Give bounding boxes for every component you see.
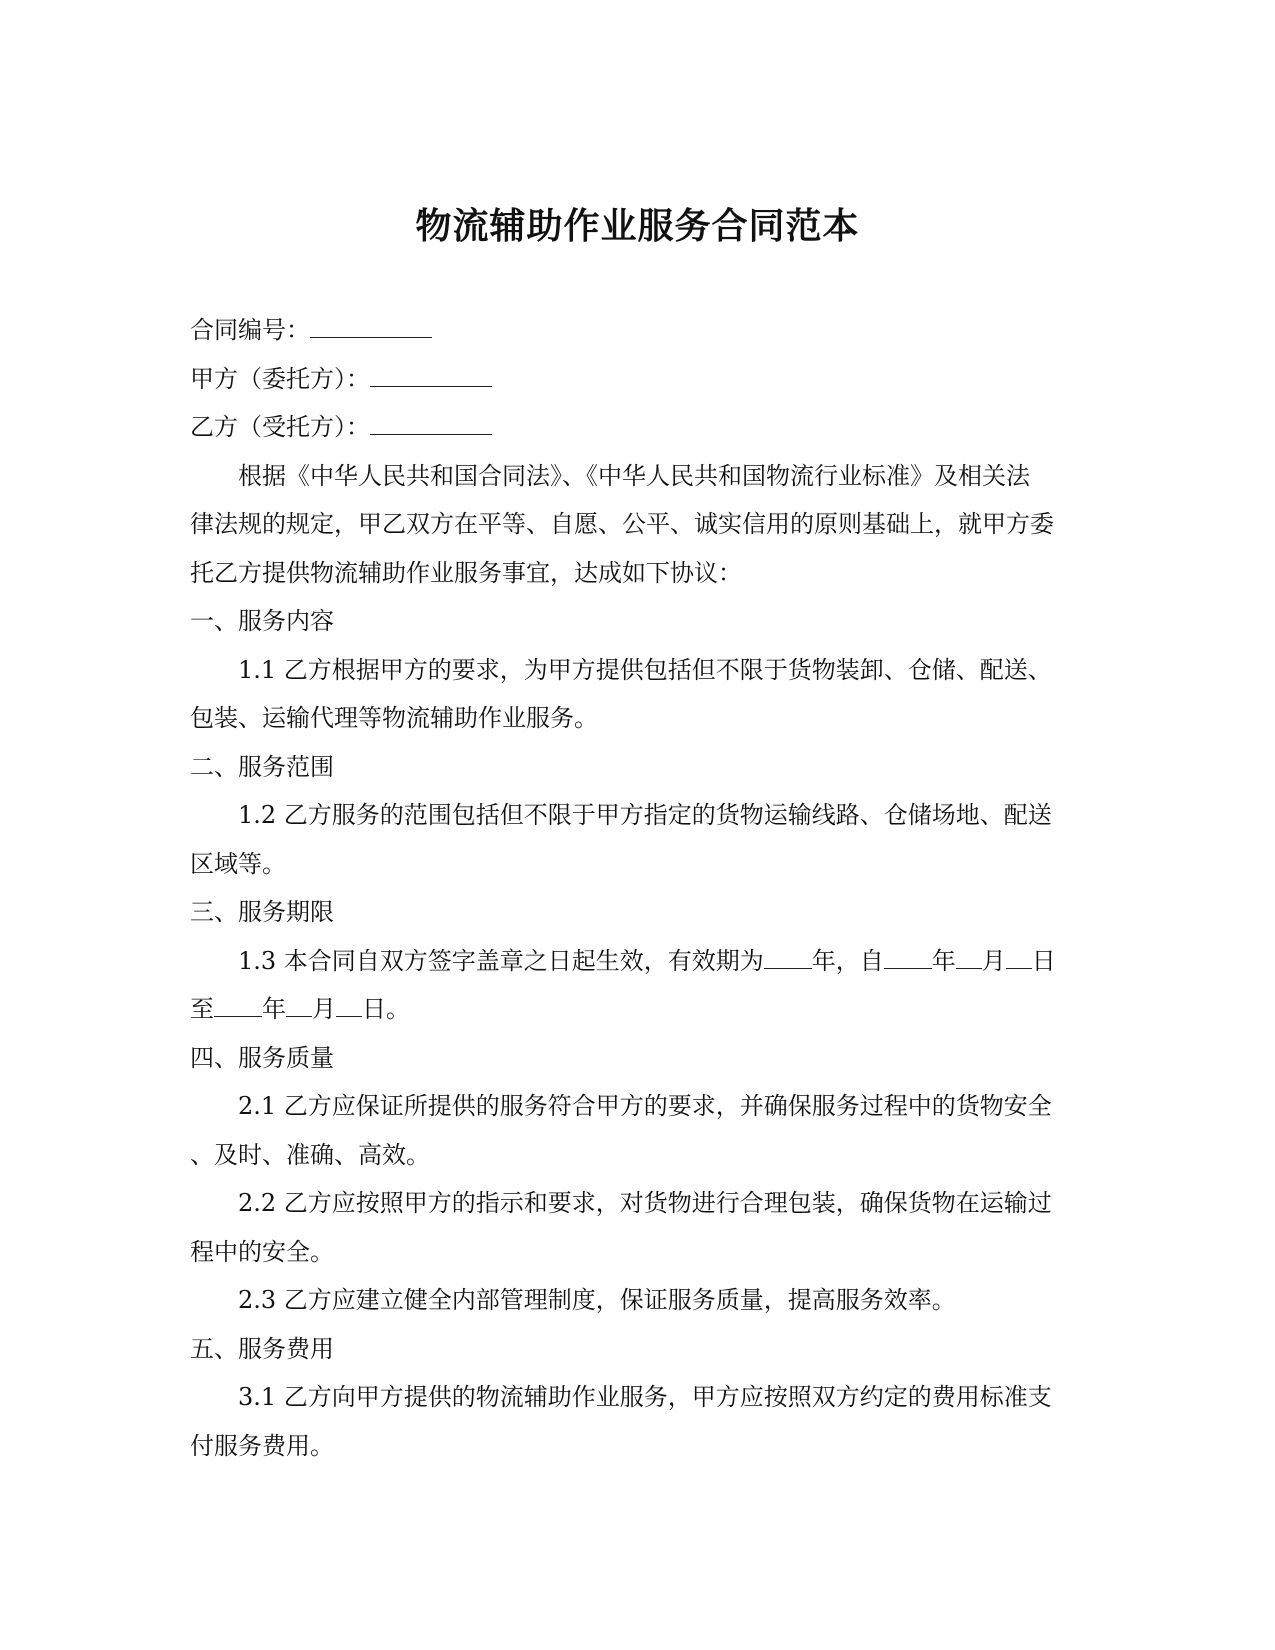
clause-2-1-line: 2.1 乙方应保证所提供的服务符合甲方的要求，并确保服务过程中的货物安全: [238, 1092, 1052, 1120]
clause-1-3-text: 年，自: [811, 946, 884, 975]
contract-number-blank[interactable]: [310, 311, 432, 338]
clause-1-3-line: [190, 985, 1095, 1034]
party-b-blank[interactable]: [370, 408, 492, 435]
contract-number-field: [190, 306, 1095, 355]
end-day-blank[interactable]: [336, 990, 362, 1017]
start-year-blank[interactable]: [884, 942, 932, 969]
start-month-blank[interactable]: [956, 942, 982, 969]
clause-1-1-line: 包装、运输代理等物流辅助作业服务。: [190, 704, 598, 732]
end-month-blank[interactable]: [286, 990, 312, 1017]
end-year-blank[interactable]: [214, 990, 262, 1017]
clause-1-2-line: 区域等。: [190, 849, 286, 878]
party-a-label: 甲方（委托方）：: [190, 364, 370, 393]
preamble-line: 律法规的规定，甲乙双方在平等、自愿、公平、诚实信用的原则基础上，就甲方委: [190, 510, 1054, 538]
section-heading-service-content: 一、服务内容: [190, 607, 334, 635]
clause-1-3-text: 1.3 本合同自双方签字盖章之日起生效，有效期为: [238, 946, 764, 975]
preamble-line: 托乙方提供物流辅助作业服务事宜，达成如下协议：: [190, 558, 742, 587]
document-title: 物流辅助作业服务合同范本: [415, 205, 860, 247]
party-b-label: 乙方（受托方）：: [190, 413, 370, 441]
section-heading-service-quality: 四、服务质量: [190, 1043, 334, 1072]
party-b-field: [190, 403, 1095, 452]
clause-1-3-line: [190, 937, 1095, 986]
section-heading-service-scope: 二、服务范围: [190, 752, 334, 781]
clause-1-1-line: 1.1 乙方根据甲方的要求，为甲方提供包括但不限于货物装卸、仓储、配送、: [238, 655, 1052, 684]
preamble-line: 根据《中华人民共和国合同法》、《中华人民共和国物流行业标准》及相关法: [238, 461, 1030, 490]
party-a-field: [190, 355, 1095, 404]
document-body: [190, 306, 1095, 1470]
start-day-blank[interactable]: [1006, 942, 1032, 969]
section-heading-service-fees: 五、服务费用: [190, 1334, 334, 1363]
clause-1-3-text: 年: [262, 995, 286, 1023]
clause-3-1-line: 3.1 乙方向甲方提供的物流辅助作业服务，甲方应按照双方约定的费用标准支: [238, 1383, 1052, 1411]
clause-1-3-text: 年: [931, 946, 956, 975]
term-years-blank[interactable]: [764, 942, 812, 969]
clause-1-2-line: 1.2 乙方服务的范围包括但不限于甲方指定的货物运输线路、仓储场地、配送: [238, 801, 1052, 829]
clause-2-2-line: 2.2 乙方应按照甲方的指示和要求，对货物进行合理包装，确保货物在运输过: [238, 1189, 1052, 1217]
clause-2-3-line: 2.3 乙方应建立健全内部管理制度，保证服务质量，提高服务效率。: [238, 1286, 956, 1314]
clause-1-3-text: 月: [312, 995, 336, 1023]
clause-1-3-text: 至: [190, 995, 214, 1023]
clause-2-1-line: 、及时、准确、高效。: [190, 1140, 430, 1169]
clause-1-3-text: 日: [1031, 946, 1056, 975]
section-heading-service-term: 三、服务期限: [190, 898, 334, 926]
clause-1-3-text: 日。: [362, 995, 410, 1023]
clause-2-2-line: 程中的安全。: [190, 1237, 334, 1266]
clause-3-1-line: 付服务费用。: [190, 1431, 334, 1460]
clause-1-3-text: 月: [981, 946, 1006, 975]
party-a-blank[interactable]: [370, 360, 492, 387]
contract-number-label: 合同编号：: [190, 316, 310, 344]
